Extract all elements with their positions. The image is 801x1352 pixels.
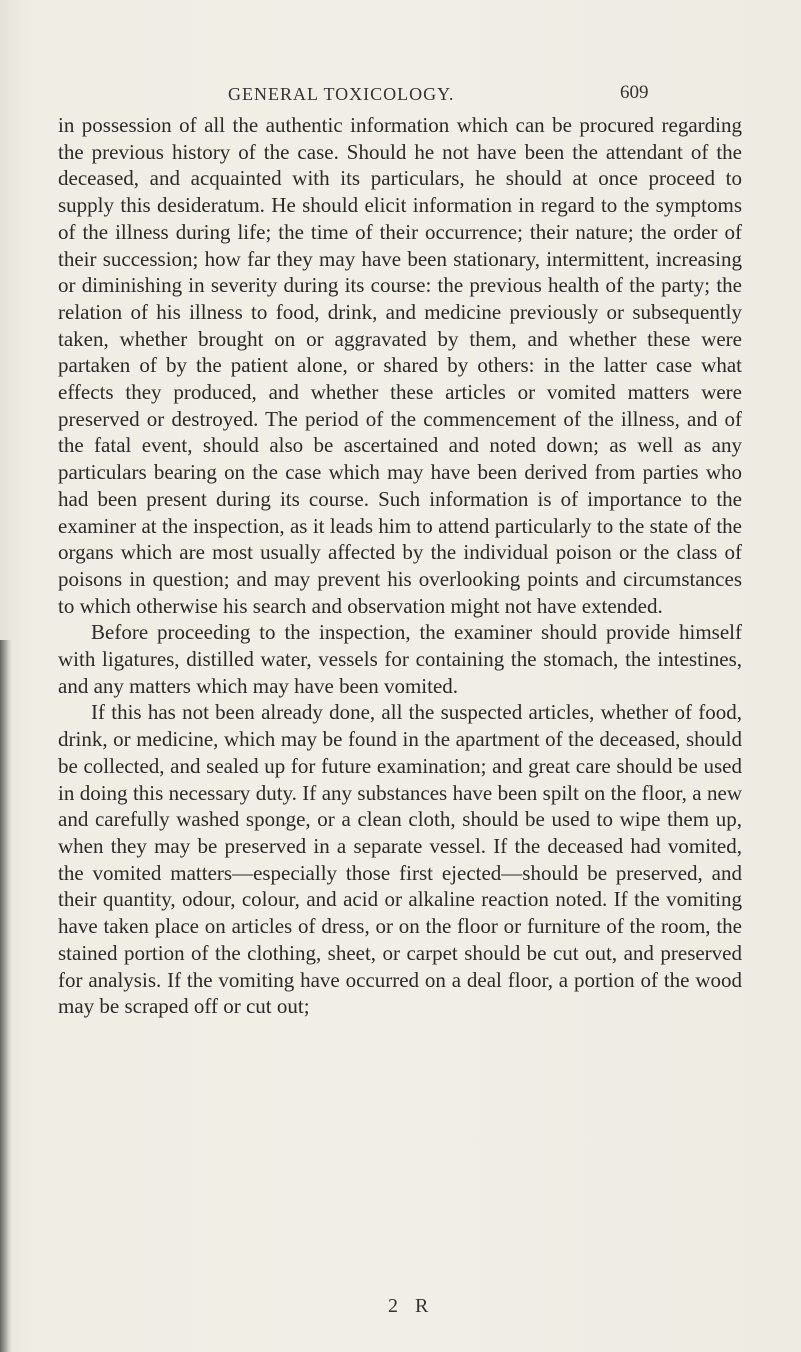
running-head: GENERAL TOXICOLOGY. [228, 84, 455, 104]
body-text [58, 112, 742, 1020]
page-number: 609 [620, 82, 649, 103]
paragraph-1: in possession of all the authentic information which can be procured regarding the previous history of the case. Should he not have been the attendant of the deceased, and acquainted with its particulars, he should at once proceed to supply this desideratum. He should elicit information in regard to the symptoms of the illness during life; the time of their occurrence; their nature; the order of their succession; how far they may have been stationary, intermittent, increasing or diminishing in severity during its course: the previous health of the party; the relation of his illness to food, drink, and medicine previously or subsequently taken, whether brought on or aggravated by them, and whether these were partaken of by the patient alone, or shared by others: in the latter case what effects they produced, and whether these articles or vomited matters were preserved or destroyed. The period of the commencement of the illness, and of the fatal event, should also be ascertained and noted down; as well as any particulars bearing on the case which may have been derived from parties who had been present during its course. Such information is of importance to the examiner at the inspection, as it leads him to attend particularly to the state of the organs which are most usually affected by the individual poison or the class of poisons in question; and may prevent his overlooking points and circumstances to which otherwise his search and observation might not have extended. [58, 113, 742, 618]
page-edge-shadow [0, 640, 12, 1352]
page-header [0, 82, 801, 110]
paragraph-2: Before proceeding to the inspection, the examiner should provide himself with ligatures, distilled water, vessels for containing the stomach, the intestines, and any matters which may have been vomited. [58, 620, 742, 698]
paragraph-3: If this has not been already done, all the suspected articles, whether of food, drink, or medicine, which may be found in the apartment of the deceased, should be collected, and sealed up for future examination; and great care should be used in doing this necessary duty. If any substances have been spilt on the floor, a new and carefully washed sponge, or a clean cloth, should be used to wipe them up, when they may be preserved in a separate vessel. If the deceased had vomited, the vomited matters—especially those first ejected—should be preserved, and their quantity, odour, colour, and acid or alkaline reaction noted. If the vomiting have taken place on articles of dress, or on the floor or furniture of the room, the stained portion of the clothing, sheet, or carpet should be cut out, and preserved for analysis. If the vomiting have occurred on a deal floor, a portion of the wood may be scraped off or cut out; [58, 700, 742, 1019]
signature-mark: 2 R [388, 1295, 435, 1317]
